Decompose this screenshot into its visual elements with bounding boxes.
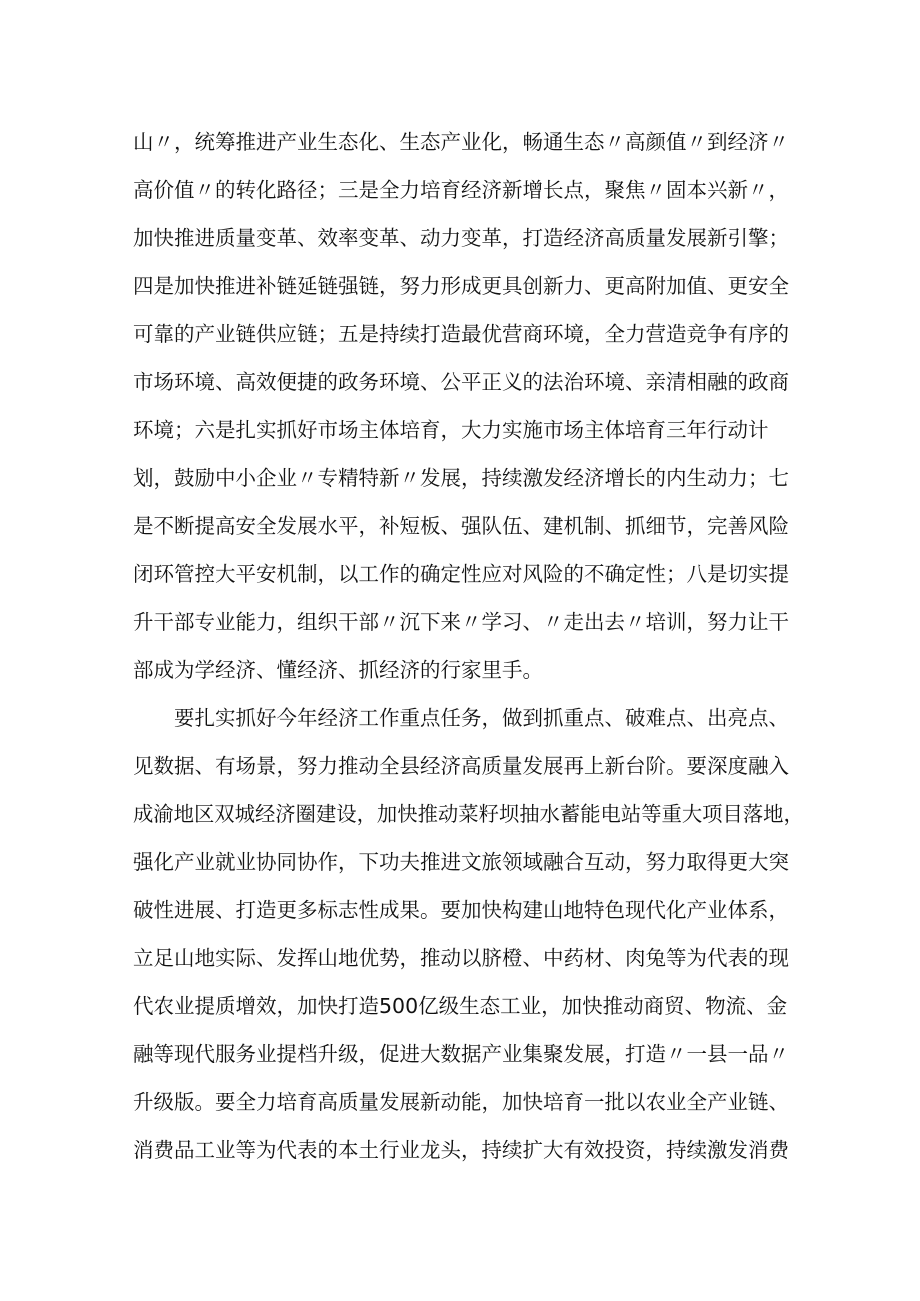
text-line: 破性进展、打造更多标志性成果。要加快构建山地特色现代化产业体系， [133,898,789,922]
text-line: 加快推进质量变革、效率变革、动力变革，打造经济高质量发展新引擎； [133,226,789,250]
paragraph-first-line: 要扎实抓好今年经济工作重点任务，做到抓重点、破难点、出亮点、 [174,706,789,730]
text-line: 山〃，统筹推进产业生态化、生态产业化，畅通生态〃高颜值〃到经济〃 [133,130,789,154]
text-line: 四是加快推进补链延链强链，努力形成更具创新力、更高附加值、更安全 [133,274,789,298]
text-line: 成渝地区双城经济圈建设，加快推动菜籽坝抽水蓄能电站等重大项目落地， [133,802,804,826]
text-line: 环境；六是扎实抓好市场主体培育，大力实施市场主体培育三年行动计 [133,418,769,442]
text-line: 消费品工业等为代表的本土行业龙头，持续扩大有效投资，持续激发消费 [133,1138,789,1162]
text-line: 是不断提高安全发展水平，补短板、强队伍、建机制、抓细节，完善风险 [133,514,789,538]
text-line: 高价值〃的转化路径；三是全力培育经济新增长点，聚焦〃固本兴新〃， [133,178,789,202]
text-line: 划，鼓励中小企业〃专精特新〃发展，持续激发经济增长的内生动力；七 [133,466,789,490]
text-line: 闭环管控大平安机制，以工作的确定性应对风险的不确定性；八是切实提 [133,562,789,586]
text-line: 融等现代服务业提档升级，促进大数据产业集聚发展，打造〃一县一品〃 [133,1042,789,1066]
text-line: 强化产业就业协同协作，下功夫推进文旅领域融合互动，努力取得更大突 [133,850,789,874]
text-line: 见数据、有场景，努力推动全县经济高质量发展再上新台阶。要深度融入 [133,754,789,778]
document-body [133,118,805,1174]
text-line: 升级版。要全力培育高质量发展新动能，加快培育一批以农业全产业链、 [133,1090,789,1114]
text-line: 升干部专业能力，组织干部〃沉下来〃学习、〃走出去〃培训，努力让干 [133,610,789,634]
text-line: 市场环境、高效便捷的政务环境、公平正义的法治环境、亲清相融的政商 [133,370,789,394]
text-line: 可靠的产业链供应链；五是持续打造最优营商环境，全力营造竞争有序的 [133,322,789,346]
text-line: 立足山地实际、发挥山地优势，推动以脐橙、中药材、肉兔等为代表的现 [133,946,789,970]
text-line: 代农业提质增效，加快打造500亿级生态工业，加快推动商贸、物流、金 [133,994,788,1018]
text-line: 部成为学经济、懂经济、抓经济的行家里手。 [133,658,543,682]
